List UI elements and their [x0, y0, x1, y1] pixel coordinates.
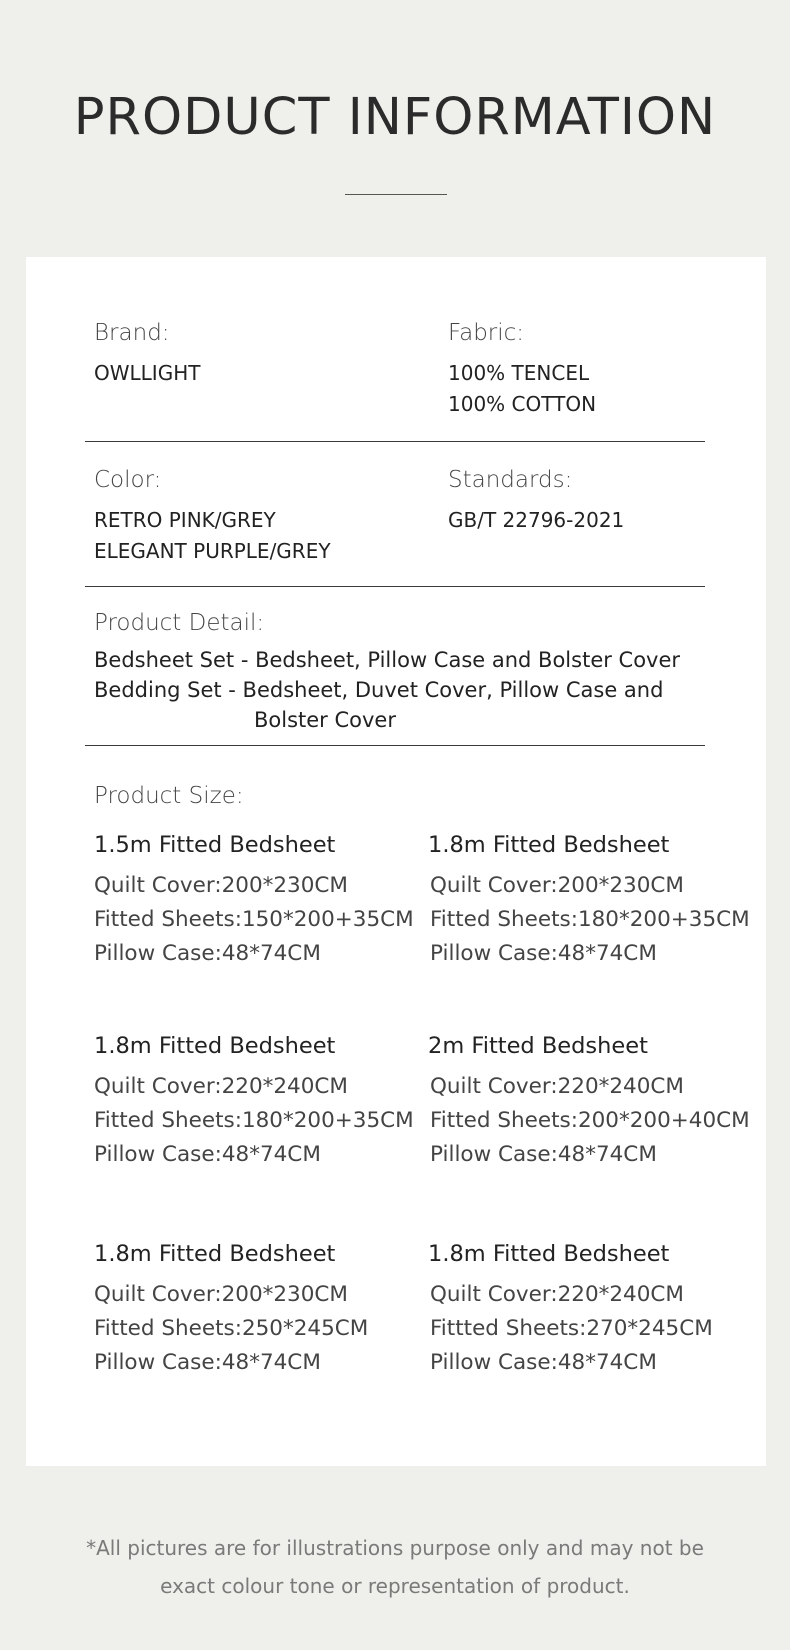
fabric-value	[448, 358, 596, 420]
fabric-value-line: 100% COTTON	[448, 392, 597, 416]
size-spec-line: Fitted Sheets:150*200+35CM	[94, 907, 414, 932]
detail-line: Bedding Set - Bedsheet, Duvet Cover, Pillow Case and	[94, 678, 664, 702]
detail-line: Bedsheet Set - Bedsheet, Pillow Case and Bolster Cover	[94, 648, 681, 672]
size-spec-line: Quilt Cover:200*230CM	[94, 873, 348, 898]
size-spec-line: Quilt Cover:200*230CM	[94, 1282, 348, 1307]
size-spec-line: Pillow Case:48*74CM	[430, 1350, 657, 1375]
size-spec	[430, 1278, 713, 1380]
size-heading: 2m Fitted Bedsheet	[428, 1033, 648, 1059]
page-title: PRODUCT INFORMATION	[73, 88, 717, 147]
detail-text	[94, 645, 680, 735]
size-label: Product Size:	[94, 783, 244, 809]
size-heading: 1.8m Fitted Bedsheet	[94, 1033, 336, 1059]
size-spec-line: Quilt Cover:220*240CM	[94, 1074, 348, 1099]
size-spec-line: Pillow Case:48*74CM	[94, 1350, 321, 1375]
size-spec-line: Fitted Sheets:180*200+35CM	[430, 907, 750, 932]
standards-value: GB/T 22796-2021	[448, 508, 625, 532]
section-divider	[85, 745, 705, 746]
fabric-label: Fabric:	[448, 320, 525, 346]
section-divider	[85, 586, 705, 587]
color-value-line: RETRO PINK/GREY	[94, 508, 276, 532]
title-divider	[345, 194, 447, 195]
size-heading: 1.8m Fitted Bedsheet	[428, 1241, 670, 1267]
color-value-line: ELEGANT PURPLE/GREY	[94, 539, 331, 563]
size-spec	[430, 1070, 750, 1172]
fabric-value-line: 100% TENCEL	[448, 361, 590, 385]
detail-label: Product Detail:	[94, 610, 265, 636]
disclaimer-note	[0, 1529, 790, 1605]
section-divider	[85, 441, 705, 442]
size-spec-line: Quilt Cover:220*240CM	[430, 1282, 684, 1307]
brand-value: OWLLIGHT	[94, 361, 201, 385]
size-spec	[430, 869, 750, 971]
color-value	[94, 505, 331, 567]
size-heading: 1.8m Fitted Bedsheet	[428, 832, 670, 858]
size-spec	[94, 1070, 414, 1172]
size-spec-line: Pillow Case:48*74CM	[430, 941, 657, 966]
size-spec-line: Fitted Sheets:200*200+40CM	[430, 1108, 750, 1133]
disclaimer-line: exact colour tone or representation of product.	[160, 1574, 630, 1598]
disclaimer-line: *All pictures are for illustrations purpose only and may not be	[86, 1536, 704, 1560]
standards-label: Standards:	[448, 467, 573, 493]
color-label: Color:	[94, 467, 162, 493]
info-card	[26, 257, 766, 1466]
size-spec-line: Quilt Cover:200*230CM	[430, 873, 684, 898]
size-spec	[94, 869, 414, 971]
size-spec-line: Fitted Sheets:250*245CM	[94, 1316, 369, 1341]
size-spec-line: Fitted Sheets:180*200+35CM	[94, 1108, 414, 1133]
detail-line: Bolster Cover	[254, 708, 396, 732]
size-heading: 1.8m Fitted Bedsheet	[94, 1241, 336, 1267]
size-spec-line: Pillow Case:48*74CM	[94, 941, 321, 966]
size-heading: 1.5m Fitted Bedsheet	[94, 832, 336, 858]
size-spec-line: Pillow Case:48*74CM	[430, 1142, 657, 1167]
size-spec	[94, 1278, 368, 1380]
size-spec-line: Quilt Cover:220*240CM	[430, 1074, 684, 1099]
size-spec-line: Pillow Case:48*74CM	[94, 1142, 321, 1167]
brand-label: Brand:	[94, 320, 170, 346]
size-spec-line: Fittted Sheets:270*245CM	[430, 1316, 713, 1341]
